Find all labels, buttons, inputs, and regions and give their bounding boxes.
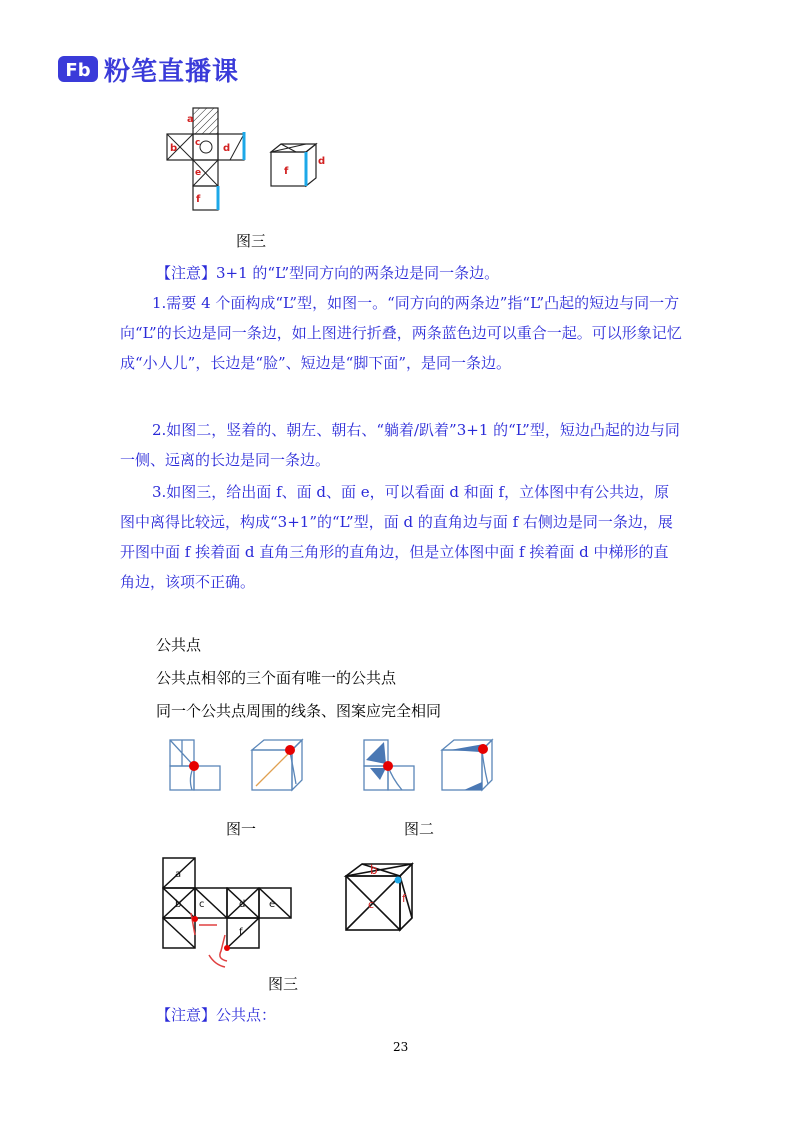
note-title: 【注意】3+1 的“L”型同方向的两条边是同一条边。 (156, 264, 500, 282)
fig1-net (168, 738, 228, 794)
svg-text:e: e (195, 168, 202, 178)
note-item: 2.如图二，竖着的、朝左、朝右、“躺着/趴着”3+1 的“L”型，短边凸起的边与同一侧、远离的长边是同一条边。 (120, 421, 680, 469)
svg-text:a: a (175, 869, 182, 880)
figure-caption: 图三 (236, 232, 267, 250)
fig2-cube (440, 738, 500, 794)
figure-caption: 图三 (268, 975, 299, 993)
svg-text:d: d (239, 899, 246, 910)
fig3-cube (340, 860, 420, 938)
svg-text:Fb: Fb (65, 60, 91, 81)
svg-text:f: f (196, 194, 201, 205)
fig1-cube (250, 738, 310, 794)
svg-text:b: b (370, 863, 378, 877)
svg-text:c: c (199, 899, 205, 910)
section-heading: 公共点 (156, 636, 202, 654)
svg-text:d: d (223, 143, 231, 154)
svg-text:d: d (318, 156, 326, 167)
note-item: 3.如图三，给出面 f、面 d、面 e，可以看面 d 和面 f，立体图中有公共边，原图中离得比较远，构成“3+1”的“L”型，面 d 的直角边与面 f 右侧边是同一条边，展开图中面 f 挨着面 d 直角三角形的直角边，但是立体图中面 f 挨着面 d 中梯形的直角边，该项不正确。 (120, 483, 673, 591)
fig3-net (155, 855, 300, 975)
svg-text:f: f (284, 166, 289, 177)
body-line: 公共点相邻的三个面有唯一的公共点 (156, 669, 397, 687)
svg-text:f: f (402, 892, 406, 905)
brand-logo (58, 52, 239, 86)
svg-text:c: c (368, 898, 375, 911)
top-cube-figure (268, 140, 338, 190)
fenbi-logo-icon (58, 54, 98, 84)
brand-name: 粉笔直播课 (104, 56, 240, 87)
note-title: 【注意】公共点： (156, 1006, 277, 1024)
svg-text:b: b (170, 143, 178, 154)
note-item: 1.需要 4 个面构成“L”型，如图一。“同方向的两条边”指“L”凸起的短边与同一方向“L”的长边是同一条边，如上图进行折叠，两条蓝色边可以重合一起。可以形象记忆成“小人儿”，长边是“脸”、短边是“脚下面”，是同一条边。 (120, 294, 682, 372)
page-number: 23 (393, 1040, 409, 1054)
svg-text:a: a (187, 114, 194, 125)
svg-text:f: f (239, 927, 243, 938)
figure-caption: 图一 (226, 820, 257, 838)
svg-text:b: b (175, 899, 182, 910)
body-line: 同一个公共点周围的线条、图案应完全相同 (156, 702, 442, 720)
svg-text:c: c (195, 138, 201, 148)
svg-text:e: e (269, 899, 276, 910)
figure-caption: 图二 (404, 820, 435, 838)
fig2-net (362, 738, 422, 794)
